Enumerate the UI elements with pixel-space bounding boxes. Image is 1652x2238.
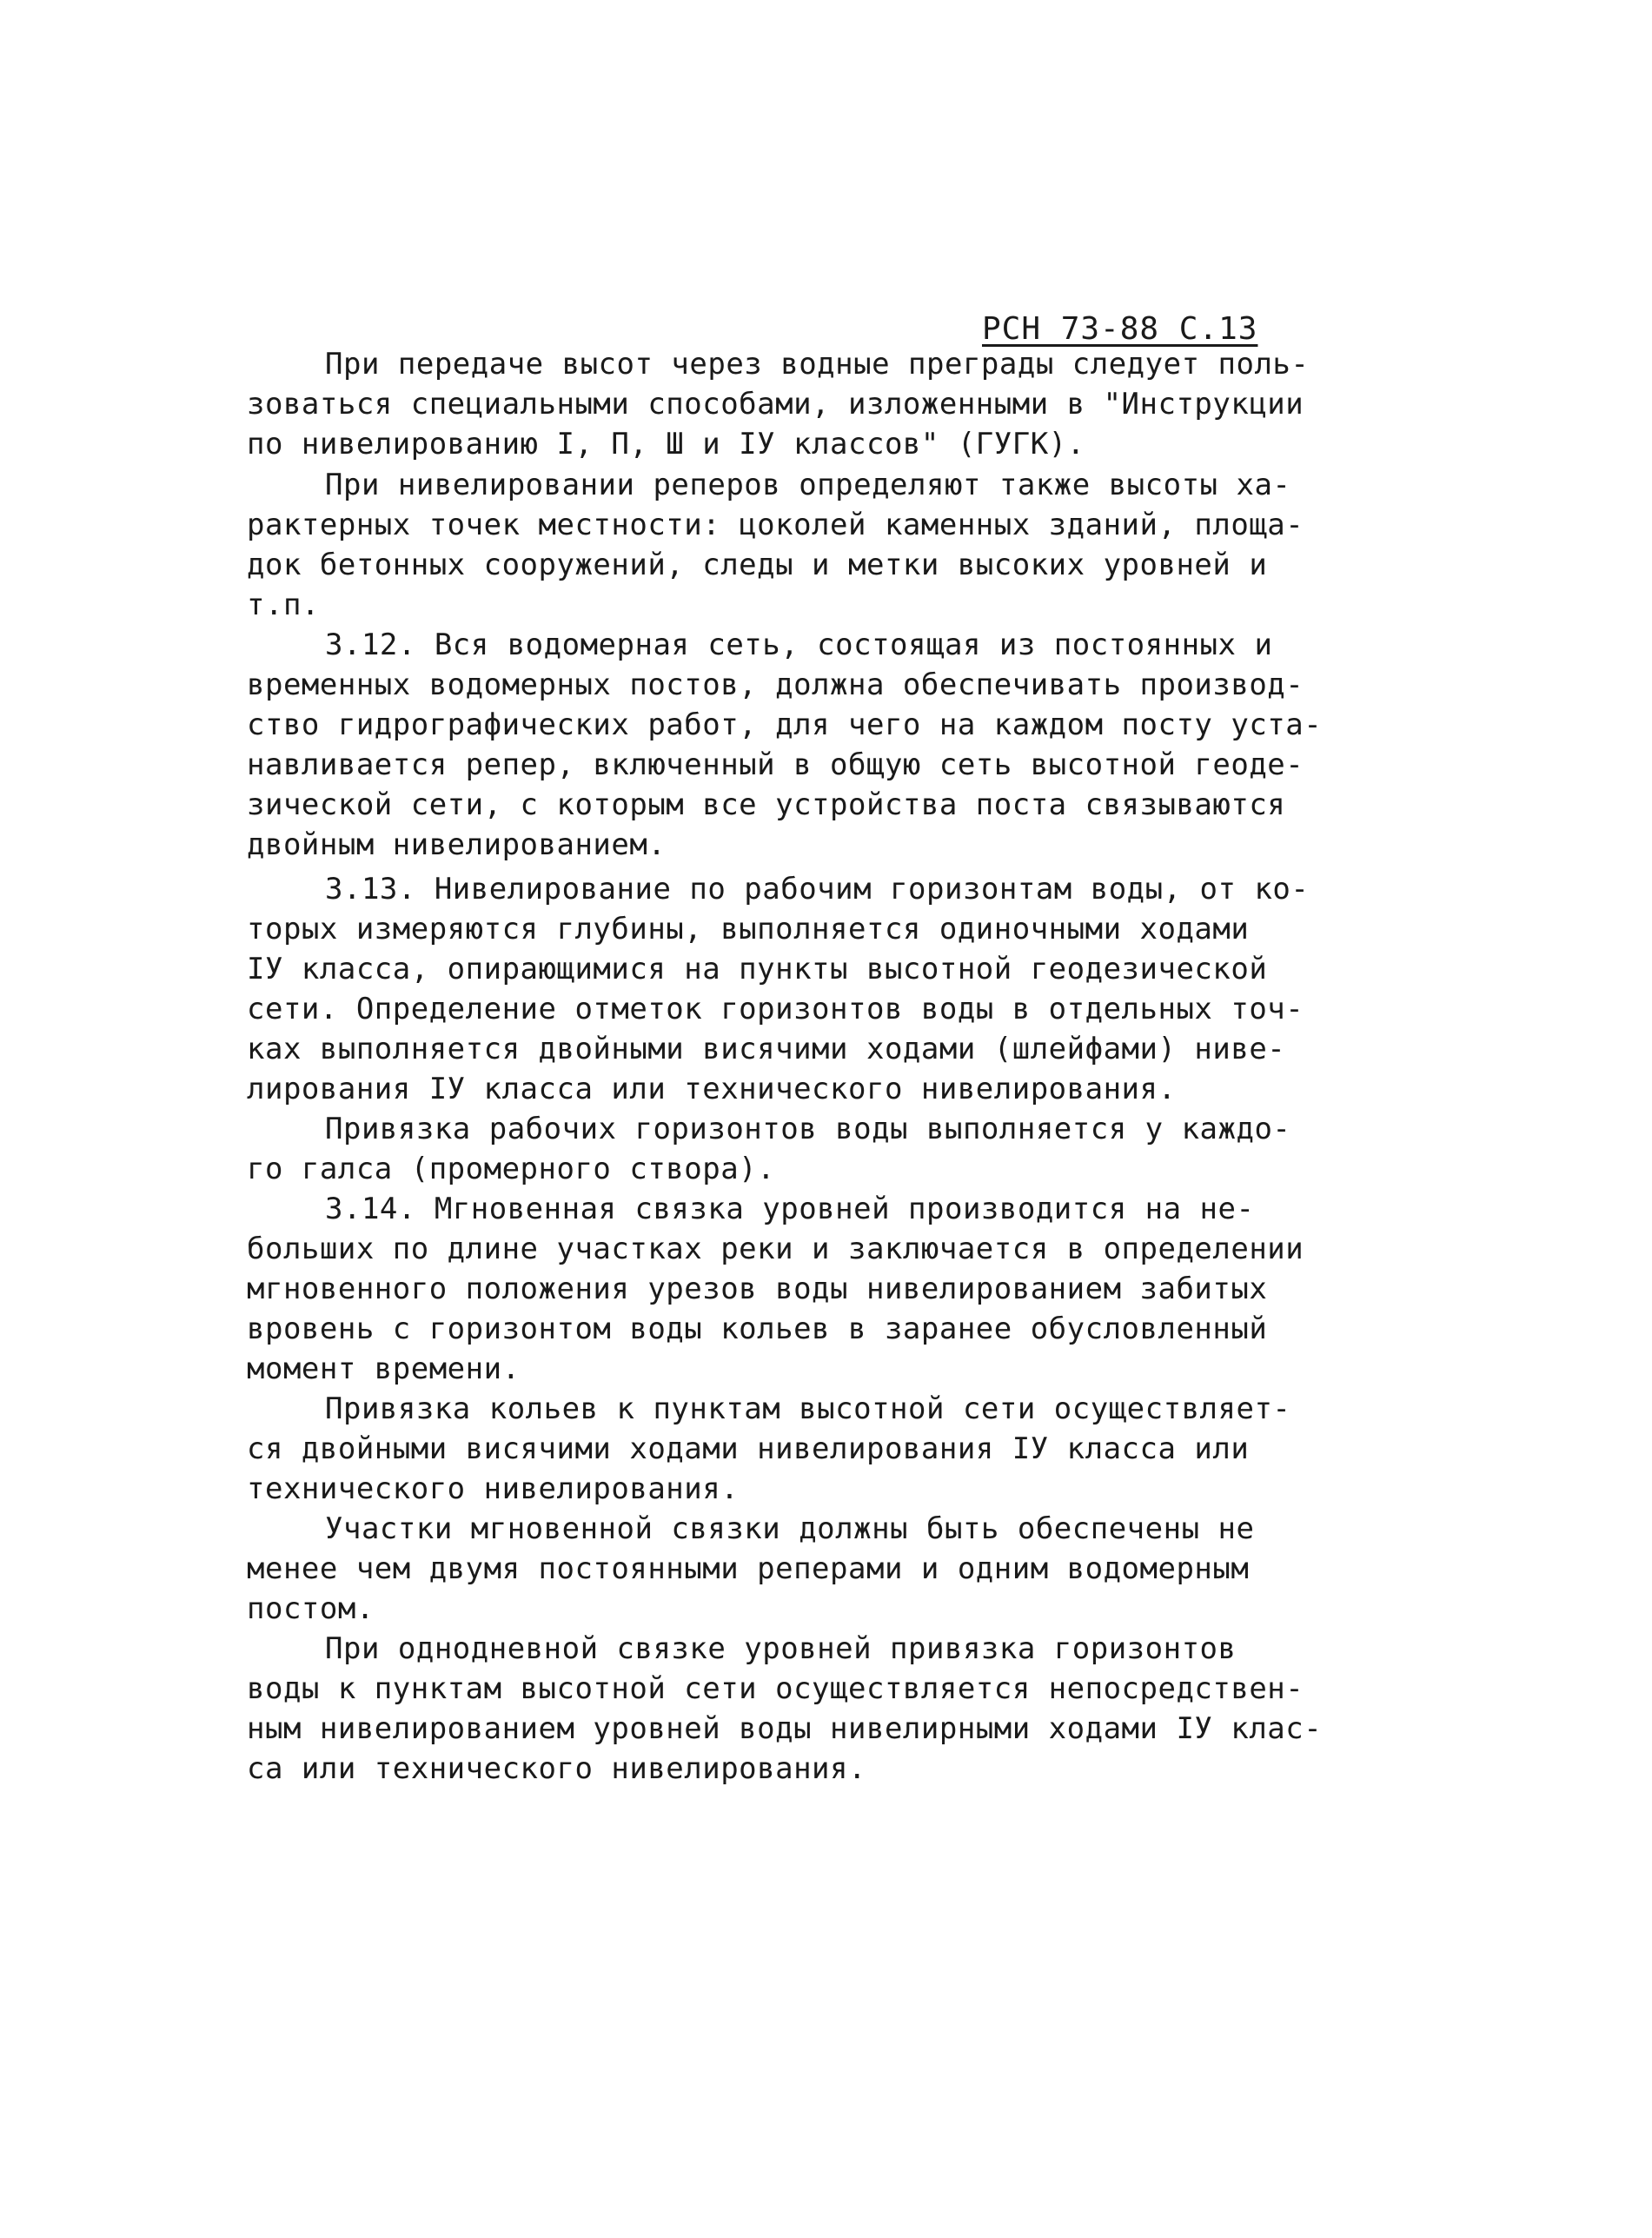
text-line: При передаче высот через водные преграды следует поль-: [325, 347, 1310, 382]
text-line: больших по длине участках реки и заключается в определении: [247, 1232, 1304, 1266]
text-line: го галса (промерного створа).: [247, 1152, 776, 1186]
text-line: 3.14. Мгновенная связка уровней производится на не-: [325, 1192, 1255, 1226]
text-line: временных водомерных постов, должна обеспечивать производ-: [247, 667, 1304, 702]
text-line: При однодневной связке уровней привязка горизонтов: [325, 1631, 1237, 1666]
text-line: ся двойными висячими ходами нивелирования IУ класса или: [247, 1431, 1250, 1466]
text-line: воды к пунктам высотной сети осуществляется непосредствен-: [247, 1671, 1304, 1706]
text-line: сети. Определение отметок горизонтов воды в отдельных точ-: [247, 992, 1304, 1026]
text-line: технического нивелирования.: [247, 1471, 740, 1506]
text-line: лирования IУ класса или технического нивелирования.: [247, 1072, 1177, 1106]
text-line: зоваться специальными способами, изложенными в "Инструкции: [247, 387, 1304, 422]
text-line: зической сети, с которым все устройства поста связываются: [247, 787, 1286, 822]
text-line: ство гидрографических работ, для чего на каждом посту уста-: [247, 707, 1323, 742]
text-line: ках выполняется двойными висячими ходами (шлейфами) ниве-: [247, 1032, 1286, 1066]
text-line: менее чем двумя постоянными реперами и одним водомерным: [247, 1551, 1250, 1586]
text-line: Участки мгновенной связки должны быть обеспечены не: [325, 1511, 1255, 1546]
text-line: Привязка кольев к пунктам высотной сети осуществляет-: [325, 1391, 1291, 1426]
text-line: док бетонных сооружений, следы и метки высоких уровней и: [247, 548, 1268, 582]
text-line: момент времени.: [247, 1351, 521, 1386]
text-line: т.п.: [247, 588, 320, 622]
text-line: 3.13. Нивелирование по рабочим горизонтам воды, от ко-: [325, 872, 1310, 906]
text-line: рактерных точек местности: цоколей каменных зданий, площа-: [247, 508, 1304, 542]
text-line: двойным нивелированием.: [247, 827, 667, 862]
text-line: навливается репер, включенный в общую сеть высотной геоде-: [247, 747, 1304, 782]
text-line: IУ класса, опирающимися на пункты высотной геодезической: [247, 952, 1268, 986]
text-line: При нивелировании реперов определяют также высоты ха-: [325, 468, 1291, 502]
text-line: вровень с горизонтом воды кольев в заранее обусловленный: [247, 1312, 1268, 1346]
text-line: мгновенного положения урезов воды нивелированием забитых: [247, 1272, 1268, 1306]
text-line: торых измеряются глубины, выполняется одиночными ходами: [247, 912, 1250, 946]
text-line: 3.12. Вся водомерная сеть, состоящая из постоянных и: [325, 628, 1273, 662]
text-line: Привязка рабочих горизонтов воды выполняется у каждо-: [325, 1112, 1291, 1146]
text-line: постом.: [247, 1591, 375, 1626]
page-header: РСН 73-88 С.13: [982, 311, 1258, 347]
text-line: ным нивелированием уровней воды нивелирными ходами IУ клас-: [247, 1711, 1323, 1746]
text-line: по нивелированию I, П, Ш и IУ классов" (ГУГК).: [247, 427, 1085, 462]
text-line: са или технического нивелирования.: [247, 1751, 866, 1786]
